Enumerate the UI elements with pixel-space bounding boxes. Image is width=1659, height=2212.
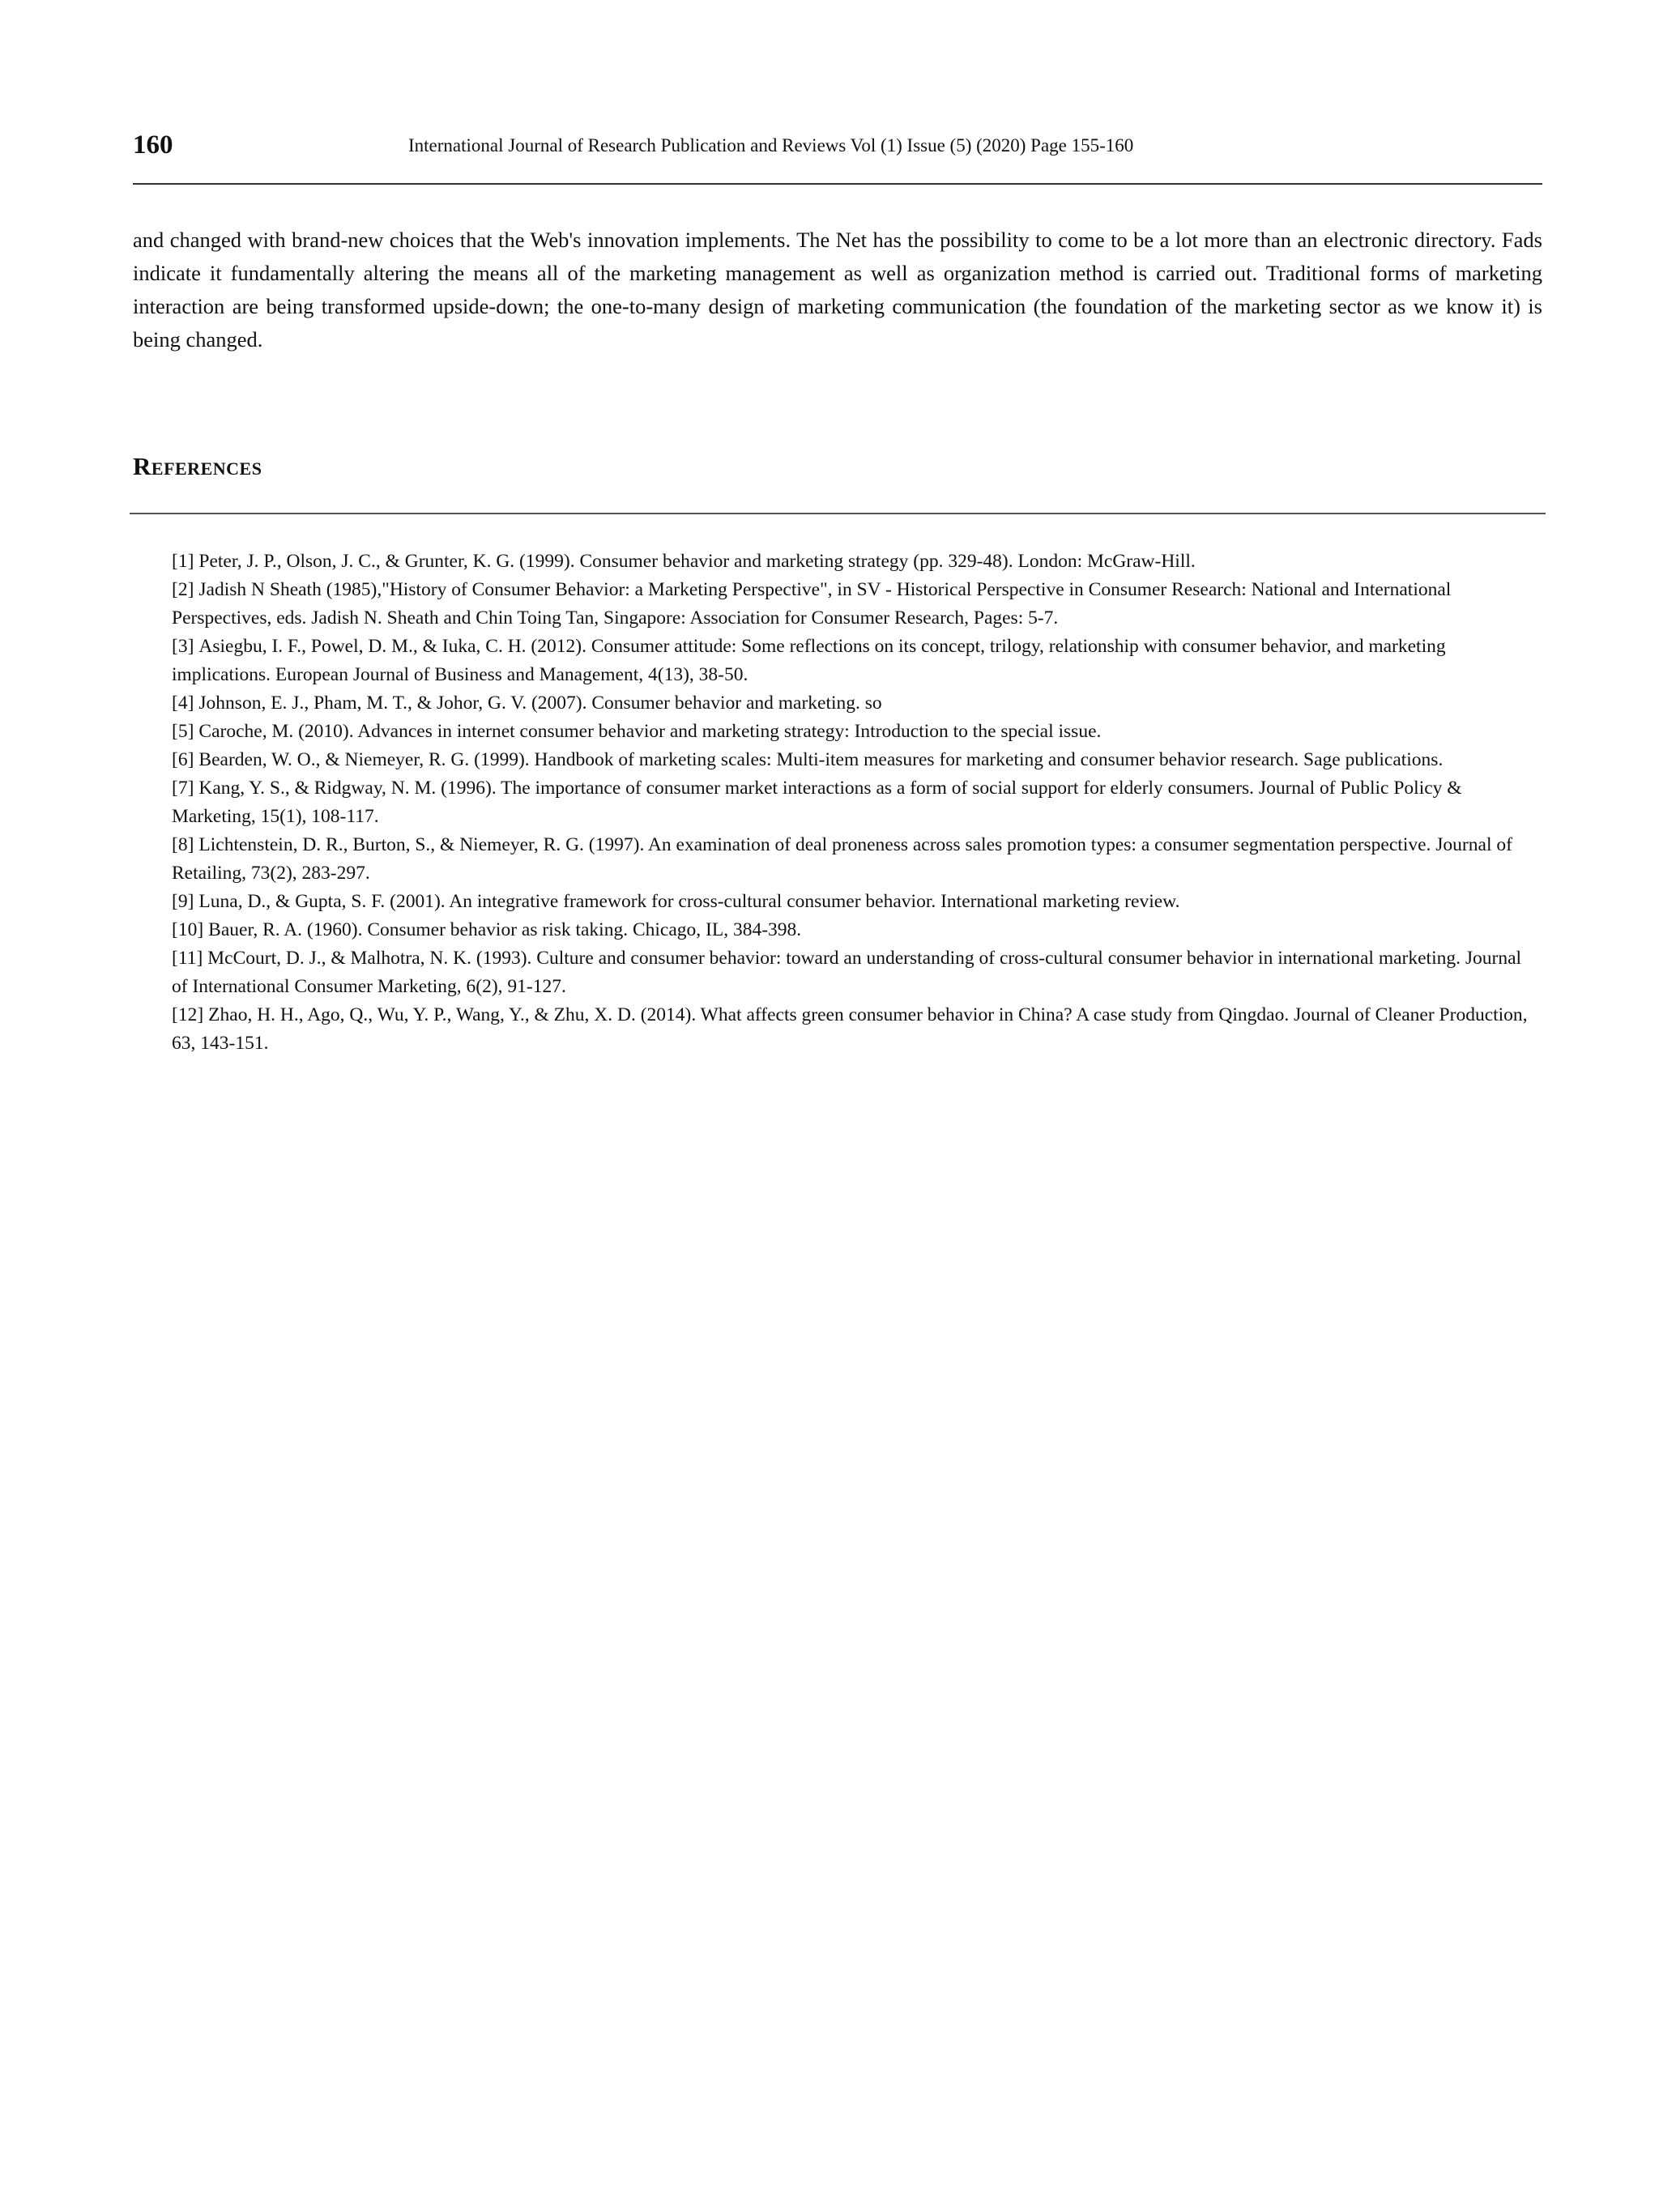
reference-text: McCourt, D. J., & Malhotra, N. K. (1993). Culture and consumer behavior: toward an understanding of cross-cultural consumer behavior in international marketing. Journal of International Consumer Marketing, 6(2), 91-127. — [172, 948, 1522, 997]
reference-text: Luna, D., & Gupta, S. F. (2001). An integrative framework for cross-cultural consumer behavior. International marketing review. — [198, 891, 1180, 912]
reference-label: [6] — [172, 749, 194, 770]
reference-text: Jadish N Sheath (1985),"History of Consumer Behavior: a Marketing Perspective", in SV - Historical Perspective in Consumer Research: National and International Perspectives, eds. Jadish N. Sheath and Chin Toing Tan, Singapore: Association for Consumer Research, Pages: 5-7. — [172, 579, 1452, 629]
reference-item — [172, 944, 1533, 1001]
reference-label: [12] — [172, 1004, 204, 1025]
reference-text: Caroche, M. (2010). Advances in internet consumer behavior and marketing strategy: Introduction to the special issue. — [198, 721, 1102, 742]
running-head: International Journal of Research Publication and Reviews Vol (1) Issue (5) (2020) Page 155-160 — [408, 135, 1134, 156]
reference-label: [3] — [172, 636, 194, 657]
reference-item — [172, 633, 1533, 689]
references-heading-initial: R — [133, 452, 151, 480]
header-divider — [133, 183, 1542, 185]
reference-label: [1] — [172, 551, 194, 572]
page-header — [133, 126, 1542, 164]
reference-text: Peter, J. P., Olson, J. C., & Grunter, K. G. (1999). Consumer behavior and marketing strategy (pp. 329-48). London: McGraw-Hill. — [198, 551, 1196, 572]
reference-text: Asiegbu, I. F., Powel, D. M., & Iuka, C. H. (2012). Consumer attitude: Some reflections on its concept, trilogy, relationship with consumer behavior, and marketing implications. European Journal of Business and Management, 4(13), 38-50. — [172, 636, 1446, 685]
reference-text: Bearden, W. O., & Niemeyer, R. G. (1999). Handbook of marketing scales: Multi-item measures for marketing and consumer behavior research. Sage publications. — [198, 749, 1444, 770]
reference-item — [172, 888, 1533, 916]
reference-item — [172, 774, 1533, 831]
reference-item — [172, 576, 1533, 633]
reference-label: [11] — [172, 948, 203, 969]
reference-item — [172, 718, 1533, 746]
reference-text: Johnson, E. J., Pham, M. T., & Johor, G. V. (2007). Consumer behavior and marketing. so — [198, 693, 882, 714]
page-number: 160 — [133, 130, 173, 160]
references-heading-rest: EFERENCES — [151, 458, 262, 479]
references-heading — [133, 450, 262, 485]
reference-label: [10] — [172, 919, 204, 940]
reference-label: [2] — [172, 579, 194, 600]
reference-label: [4] — [172, 693, 194, 714]
reference-label: [9] — [172, 891, 194, 912]
reference-list — [172, 548, 1533, 1058]
reference-label: [7] — [172, 778, 194, 799]
references-divider — [130, 513, 1546, 514]
reference-item — [172, 1001, 1533, 1058]
reference-item — [172, 916, 1533, 944]
reference-item — [172, 548, 1533, 576]
reference-text: Zhao, H. H., Ago, Q., Wu, Y. P., Wang, Y., & Zhu, X. D. (2014). What affects green consumer behavior in China? A case study from Qingdao. Journal of Cleaner Production, 63, 143-151. — [172, 1004, 1528, 1054]
reference-label: [5] — [172, 721, 194, 742]
reference-text: Lichtenstein, D. R., Burton, S., & Niemeyer, R. G. (1997). An examination of deal proneness across sales promotion types: a consumer segmentation perspective. Journal of Retailing, 73(2), 283-297. — [172, 834, 1512, 884]
reference-label: [8] — [172, 834, 194, 855]
reference-text: Kang, Y. S., & Ridgway, N. M. (1996). The importance of consumer market interactions as a form of social support for elderly consumers. Journal of Public Policy & Marketing, 15(1), 108-117. — [172, 778, 1462, 827]
reference-item — [172, 831, 1533, 888]
reference-text: Bauer, R. A. (1960). Consumer behavior as risk taking. Chicago, IL, 384-398. — [208, 919, 802, 940]
body-paragraph: and changed with brand-new choices that the Web's innovation implements. The Net has the possibility to come to be a lot more than an electronic directory. Fads indicate it fundamentally altering the means all of the marketing management as well as organization method is carried out. Traditional forms of marketing interaction are being transformed upside-down; the one-to-many design of marketing communication (the foundation of the marketing sector as we know it) is being changed. — [133, 228, 1542, 352]
reference-item — [172, 746, 1533, 774]
reference-item — [172, 689, 1533, 718]
